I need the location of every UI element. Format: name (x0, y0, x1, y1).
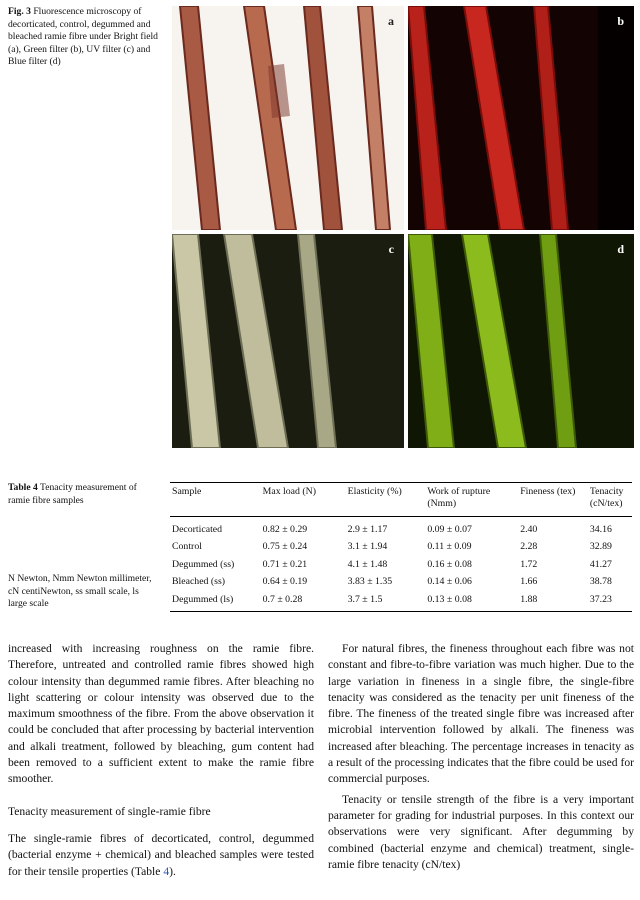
cell: Degummed (ss) (172, 558, 235, 570)
cell: 0.82 ± 0.29 (262, 524, 308, 535)
table-row (170, 556, 632, 573)
cell: Bleached (ss) (172, 576, 226, 588)
cell: 0.64 ± 0.19 (262, 576, 308, 588)
table-header-row (170, 483, 632, 517)
table-row (170, 539, 632, 556)
panel-label-a: a (388, 14, 394, 28)
cell: 3.1 ± 1.94 (347, 541, 388, 553)
figure-panel-d (408, 234, 634, 448)
tenacity-table (170, 482, 632, 612)
cell: 37.23 (588, 591, 632, 611)
paragraph (8, 831, 314, 880)
paragraph: Tenacity or tensile strength of the fibre is a very important parameter for grading for industrial purposes. In this context our observations were very significant. After degumming by combined (bacterial enzyme and chemical) treatment, single-ramie fibre tenacity (cN/tex) (328, 792, 634, 871)
panel-b-image (408, 6, 634, 230)
panel-a-image (172, 6, 404, 230)
paragraph-text: The single-ramie fibres of decorticated, control, degummed (bacterial enzyme + chemical) and bleached samples were tested for their tensile properties (Table (8, 831, 314, 878)
panel-label-b: b (617, 14, 624, 28)
paragraph: increased with increasing roughness on the ramie fibre. Therefore, untreated and controlled ramie fibres showed high colour intensity than degummed ramie fibres. After bleaching no light scattering or colour intensity was observed due to the maximum smoothness of the fibre. From the above observation it could be concluded that after processing by bacterial intervention and alkali treatment, followed by bleaching, gum content had been removed to a sufficient extent to make the ramie fibre smoother. (8, 642, 314, 786)
paragraph: For natural fibres, the fineness throughout each fibre was not constant and fibre-to-fibre variation was much higher. Due to the large variation in fineness in a single fibre, the single-fibre tenacity was considered as the tenacity per unit fineness of the fibre. The fineness of the treated single fibre was increased after microbial intervention followed by alkali. The fineness was increased after bleaching. The percentage increases in tenacity as a result of the processing indicates that the fibre could be used for commercial purposes. (328, 642, 634, 786)
header-work-of-rupture: Work of rupture (Nmm) (425, 483, 518, 517)
panel-label-d: d (617, 242, 624, 256)
cell: 1.88 (518, 591, 588, 611)
cell: 2.28 (520, 541, 538, 553)
cell: 41.27 (589, 558, 612, 570)
cell: 34.16 (589, 524, 612, 535)
table-caption-label: Table 4 (8, 482, 38, 493)
table-notes: N Newton, Nmm Newton millimeter, cN centiNewton, ss small scale, ls large scale (8, 573, 152, 609)
body-column-left (8, 641, 314, 880)
table-row (170, 573, 632, 590)
cell: 0.16 ± 0.08 (427, 558, 472, 570)
cell: 0.71 ± 0.21 (262, 558, 308, 570)
cell: 0.7 ± 0.28 (261, 591, 346, 611)
cell: Control (172, 541, 202, 553)
cell: 3.7 ± 1.5 (346, 591, 426, 611)
section-heading: Tenacity measurement of single-ramie fibre (8, 804, 211, 818)
table-row (170, 591, 632, 611)
cell: 1.72 (520, 558, 538, 570)
paragraph-text: ). (169, 864, 176, 878)
cell: Decorticated (172, 524, 223, 535)
cell: Degummed (ls) (170, 591, 261, 611)
figure-panel-c (172, 234, 404, 448)
panel-label-c: c (388, 242, 394, 256)
table-caption-text: Tenacity measurement of ramie fibre samples (8, 482, 137, 506)
figure-caption-text: Fluorescence microscopy of decorticated, control, degummed and bleached ramie fibre under Bright field (a), Green filter (b), UV filter (c) and Blue filter (d) (8, 6, 158, 67)
body-column-right (328, 641, 634, 873)
cell: 4.1 ± 1.48 (347, 558, 388, 570)
cell: 0.75 ± 0.24 (262, 541, 308, 553)
figure-panel-b (408, 6, 634, 230)
cell: 0.11 ± 0.09 (427, 541, 472, 553)
cell: 0.14 ± 0.06 (427, 576, 472, 588)
header-sample: Sample (170, 483, 261, 517)
cell: 38.78 (589, 576, 612, 588)
cell: 0.09 ± 0.07 (427, 524, 472, 535)
figure-panel-a (172, 6, 404, 230)
table-reference-link[interactable]: 4 (163, 864, 170, 878)
cell: 32.89 (589, 541, 612, 553)
header-tenacity: Tenacity (cN/tex) (588, 483, 632, 517)
table-caption (8, 482, 158, 507)
figure-caption-label: Fig. 3 (8, 6, 31, 17)
panel-d-image (408, 234, 634, 448)
header-max-load: Max load (N) (261, 483, 346, 517)
header-elasticity: Elasticity (%) (346, 483, 426, 517)
cell: 1.66 (520, 576, 538, 588)
table-row (170, 517, 632, 539)
cell: 2.9 ± 1.17 (347, 524, 388, 535)
cell: 3.83 ± 1.35 (347, 576, 393, 588)
cell: 2.40 (520, 524, 538, 535)
header-fineness: Fineness (tex) (518, 483, 588, 517)
figure-caption (8, 6, 166, 69)
cell: 0.13 ± 0.08 (425, 591, 518, 611)
panel-c-image (172, 234, 404, 448)
